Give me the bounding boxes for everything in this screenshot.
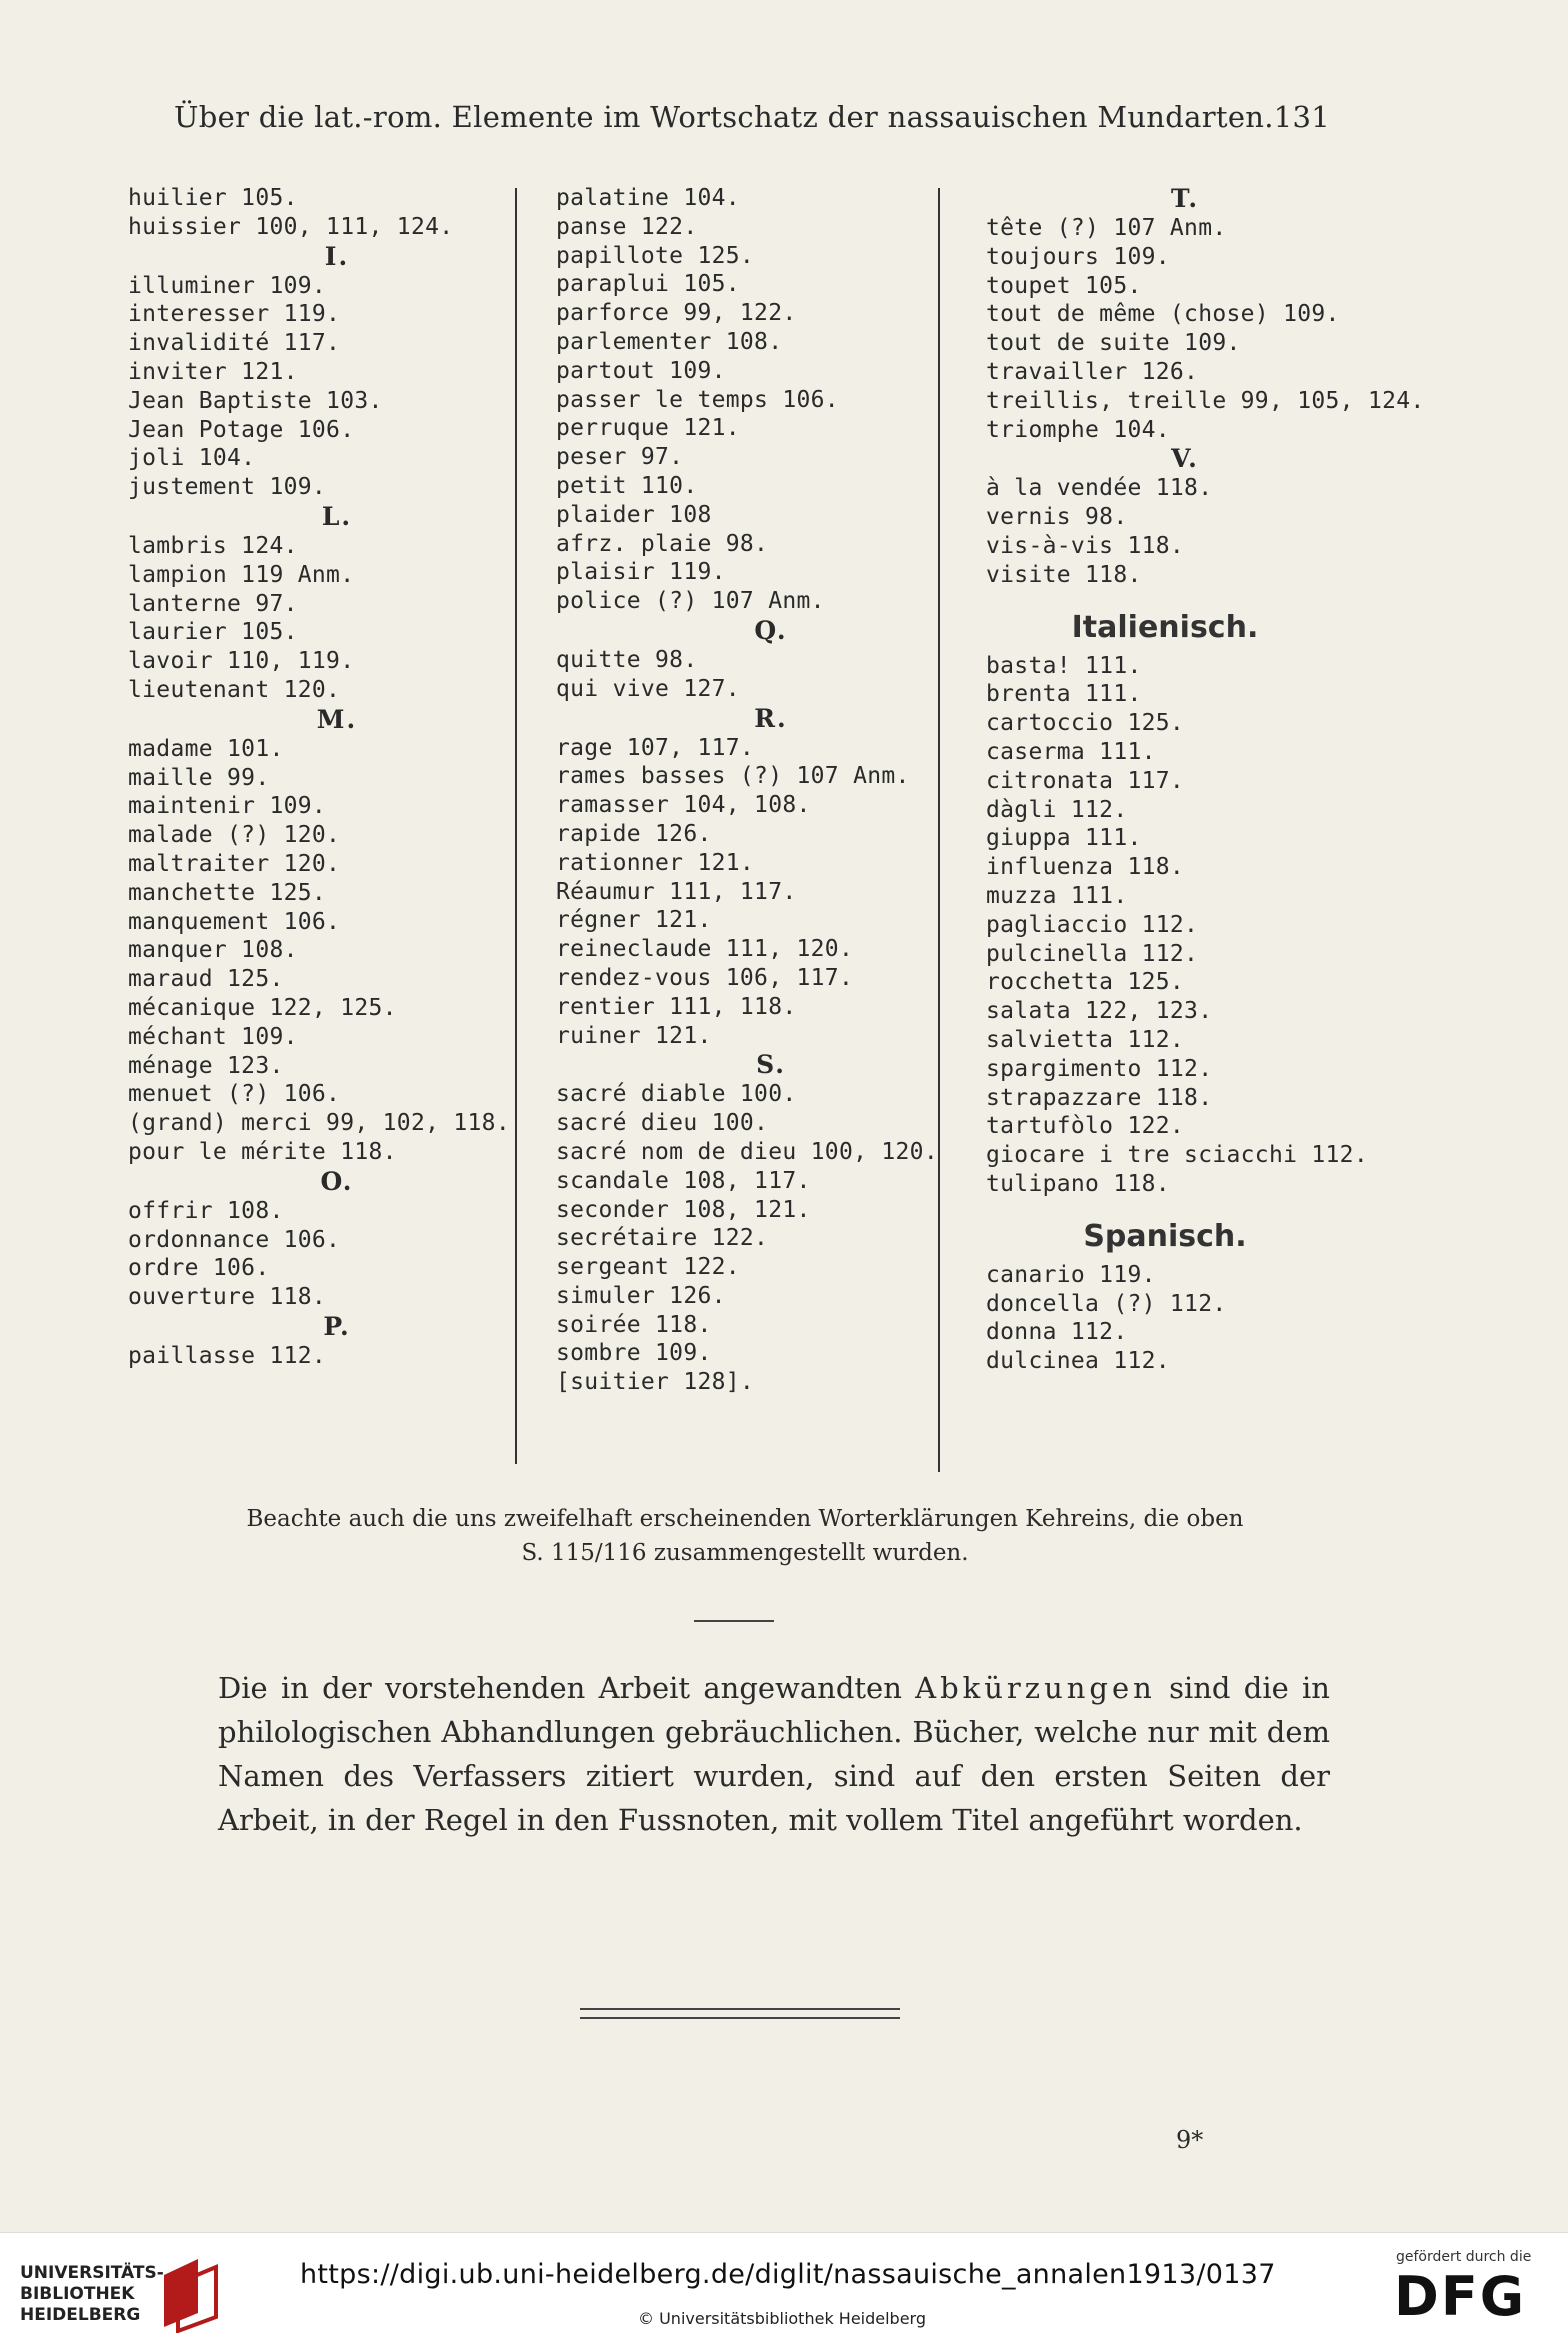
index-entry: sergeant 122. [556, 1254, 740, 1281]
index-column-1 [128, 184, 510, 1371]
index-entry: donna 112. [986, 1319, 1128, 1346]
index-entry: partout 109. [556, 357, 726, 384]
index-entry: basta! 111. [986, 652, 1142, 679]
index-entry: cartoccio 125. [986, 710, 1185, 737]
index-entry: malade (?) 120. [128, 822, 341, 849]
index-entry: maraud 125. [128, 966, 284, 993]
index-entry: sacré dieu 100. [556, 1110, 769, 1137]
index-entry: inviter 121. [128, 358, 298, 385]
index-entry: manquement 106. [128, 908, 341, 935]
letter-heading: R. [754, 703, 788, 733]
paragraph-emphasis: Abkürzungen [915, 1671, 1156, 1705]
index-entry: vernis 98. [986, 504, 1128, 531]
index-entry: ouverture 118. [128, 1284, 327, 1311]
index-entry: salata 122, 123. [986, 998, 1213, 1025]
index-entry: salvietta 112. [986, 1026, 1185, 1053]
index-entry: rendez-vous 106, 117. [556, 964, 854, 991]
index-entry: scandale 108, 117. [556, 1167, 811, 1194]
letter-heading: Q. [754, 615, 788, 645]
index-entry: panse 122. [556, 213, 698, 240]
index-entry: Jean Baptiste 103. [128, 387, 383, 414]
separator-rule [694, 1620, 774, 1622]
library-name-line: UNIVERSITÄTS- [20, 2263, 164, 2283]
index-entry: sombre 109. [556, 1340, 712, 1367]
letter-heading: T. [1170, 184, 1200, 213]
index-entry: palatine 104. [556, 185, 740, 211]
index-entry: tête (?) 107 Anm. [986, 215, 1227, 241]
library-logo-icon[interactable] [158, 2253, 222, 2333]
index-entry: Réaumur 111, 117. [556, 878, 797, 905]
index-entry: offrir 108. [128, 1197, 284, 1224]
index-entry: triomphe 104. [986, 416, 1170, 443]
letter-heading: O. [320, 1166, 354, 1196]
funding-label: gefördert durch die [1396, 2249, 1532, 2265]
index-entry: manquer 108. [128, 937, 298, 964]
index-entry: toupet 105. [986, 272, 1142, 299]
index-entry: seconder 108, 121. [556, 1196, 811, 1223]
index-entry: pulcinella 112. [986, 940, 1199, 967]
index-entry: interesser 119. [128, 301, 341, 328]
index-entry: giocare i tre sciacchi 112. [986, 1142, 1368, 1169]
abbreviation-paragraph [218, 1666, 1330, 1842]
index-entry: passer le temps 106. [556, 386, 839, 413]
index-entry: rage 107, 117. [556, 734, 755, 761]
index-entry: strapazzare 118. [986, 1084, 1213, 1111]
index-columns [128, 184, 1425, 1474]
index-entry: parforce 99, 122. [556, 300, 797, 327]
index-column-2 [556, 184, 946, 1397]
index-entry: à la vendée 118. [986, 475, 1213, 502]
letter-heading: L. [321, 501, 353, 531]
index-entry: [suitier 128]. [556, 1369, 755, 1396]
index-entry: tartufòlo 122. [986, 1113, 1185, 1140]
index-entry: afrz. plaie 98. [556, 530, 769, 557]
index-entry: ordre 106. [128, 1255, 270, 1282]
index-entry: huissier 100, 111, 124. [128, 213, 454, 240]
index-entry: simuler 126. [556, 1282, 726, 1309]
index-entry: tout de suite 109. [986, 330, 1241, 357]
signature-mark: 9* [1176, 2126, 1204, 2154]
header-title: Über die lat.-rom. Elemente im Wortschatz der nassauischen Mundarten. [174, 100, 1274, 134]
index-entry: pagliaccio 112. [986, 911, 1199, 938]
index-entry: laurier 105. [128, 619, 298, 646]
index-entry: lambris 124. [128, 532, 298, 559]
index-entry: police (?) 107 Anm. [556, 588, 825, 615]
index-entry: Jean Potage 106. [128, 416, 355, 443]
letter-heading: P. [323, 1311, 351, 1341]
index-entry: ordonnance 106. [128, 1226, 341, 1253]
paragraph-text: Die in der vorstehenden Arbeit angewandten [218, 1671, 916, 1705]
index-entry: méchant 109. [128, 1023, 298, 1050]
index-column-3 [986, 184, 1425, 1376]
index-entry: canario 119. [986, 1261, 1156, 1288]
index-entry: dàgli 112. [986, 796, 1128, 823]
index-entry: perruque 121. [556, 415, 740, 442]
index-entry: paraplui 105. [556, 271, 740, 298]
index-entry: (grand) merci 99, 102, 118. [128, 1110, 510, 1137]
index-entry: lavoir 110, 119. [128, 648, 355, 675]
running-header [174, 100, 1330, 134]
index-entry: petit 110. [556, 472, 698, 499]
index-entry: brenta 111. [986, 681, 1142, 708]
index-entry: reineclaude 111, 120. [556, 936, 854, 963]
column-divider [938, 188, 940, 1472]
index-entry: pour le mérite 118. [128, 1138, 397, 1165]
index-entry: citronata 117. [986, 767, 1185, 794]
dfg-logo[interactable]: DFG [1394, 2265, 1527, 2328]
viewer-footer [0, 2232, 1568, 2346]
index-entry: rationner 121. [556, 849, 755, 876]
letter-heading: I. [324, 241, 350, 271]
index-entry: maille 99. [128, 764, 270, 791]
index-entry: rapide 126. [556, 820, 712, 847]
library-name[interactable] [20, 2263, 164, 2326]
index-entry: ménage 123. [128, 1052, 284, 1079]
note-line: Beachte auch die uns zweifelhaft erscheinenden Worterklärungen Kehreins, die oben [246, 1506, 1244, 1532]
paragraph-text: sind die in philologischen Abhandlungen gebräuchlichen. Bücher, welche nur mit dem Namen des Verfassers zitiert wurden, sind auf den ersten Seiten der Arbeit, in der Regel in den Fussnoten, mit vollem Titel angeführt worden. [218, 1671, 1330, 1837]
index-entry: papillote 125. [556, 242, 755, 269]
index-entry: rentier 111, 118. [556, 993, 797, 1020]
letter-heading: M. [316, 704, 358, 734]
note-line: S. 115/116 zusammengestellt wurden. [521, 1540, 969, 1566]
index-entry: tout de même (chose) 109. [986, 301, 1340, 328]
index-entry: caserma 111. [986, 738, 1156, 765]
index-entry: rames basses (?) 107 Anm. [556, 763, 910, 790]
index-entry: toujours 109. [986, 243, 1170, 270]
index-entry: qui vive 127. [556, 675, 740, 702]
index-entry: doncella (?) 112. [986, 1290, 1227, 1317]
index-entry: travailler 126. [986, 358, 1199, 385]
section-heading: Spanisch. [1083, 1218, 1247, 1254]
index-entry: plaisir 119. [556, 559, 726, 586]
index-entry: muzza 111. [986, 882, 1128, 909]
index-entry: joli 104. [128, 445, 256, 472]
index-entry: paillasse 112. [128, 1342, 327, 1369]
index-entry: invalidité 117. [128, 330, 341, 357]
permalink-url[interactable]: https://digi.ub.uni-heidelberg.de/diglit/nassauische_annalen1913/0137 [300, 2259, 1276, 2290]
library-name-line: HEIDELBERG [20, 2305, 141, 2325]
index-entry: madame 101. [128, 735, 284, 762]
index-entry: régner 121. [556, 907, 712, 934]
double-rule [580, 2008, 900, 2019]
library-name-line: BIBLIOTHEK [20, 2284, 135, 2304]
index-entry: mécanique 122, 125. [128, 994, 397, 1021]
letter-heading: S. [756, 1050, 786, 1080]
index-entry: dulcinea 112. [986, 1348, 1170, 1375]
index-entry: giuppa 111. [986, 825, 1142, 852]
index-entry: plaider 108 [556, 501, 712, 528]
index-entry: vis-à-vis 118. [986, 532, 1185, 559]
copyright-notice: © Universitätsbibliothek Heidelberg [638, 2309, 927, 2328]
index-entry: influenza 118. [986, 854, 1185, 881]
index-entry: secrétaire 122. [556, 1225, 769, 1252]
index-entry: lieutenant 120. [128, 676, 341, 703]
index-entry: peser 97. [556, 444, 684, 471]
index-entry: visite 118. [986, 561, 1142, 588]
index-entry: lanterne 97. [128, 590, 298, 617]
index-entry: quitte 98. [556, 646, 698, 673]
index-entry: sacré nom de dieu 100, 120. [556, 1138, 938, 1165]
index-entry: lampion 119 Anm. [128, 561, 355, 588]
index-entry: huilier 105. [128, 185, 298, 211]
column-divider [515, 188, 517, 1464]
index-entry: maltraiter 120. [128, 850, 341, 877]
index-entry: soirée 118. [556, 1311, 712, 1338]
index-entry: tulipano 118. [986, 1170, 1170, 1197]
section-heading: Italienisch. [1071, 609, 1259, 645]
note [150, 1502, 1340, 1570]
index-entry: maintenir 109. [128, 793, 327, 820]
index-entry: rocchetta 125. [986, 969, 1185, 996]
index-entry: sacré diable 100. [556, 1081, 797, 1108]
index-entry: parlementer 108. [556, 328, 783, 355]
index-entry: manchette 125. [128, 879, 327, 906]
index-entry: spargimento 112. [986, 1055, 1213, 1082]
index-entry: illuminer 109. [128, 272, 327, 299]
index-entry: ruiner 121. [556, 1022, 712, 1049]
index-entry: ramasser 104, 108. [556, 792, 811, 819]
index-entry: justement 109. [128, 474, 327, 501]
page-number: 131 [1273, 100, 1330, 134]
index-entry: menuet (?) 106. [128, 1081, 341, 1108]
letter-heading: V. [1171, 444, 1199, 474]
index-entry: treillis, treille 99, 105, 124. [986, 387, 1425, 414]
